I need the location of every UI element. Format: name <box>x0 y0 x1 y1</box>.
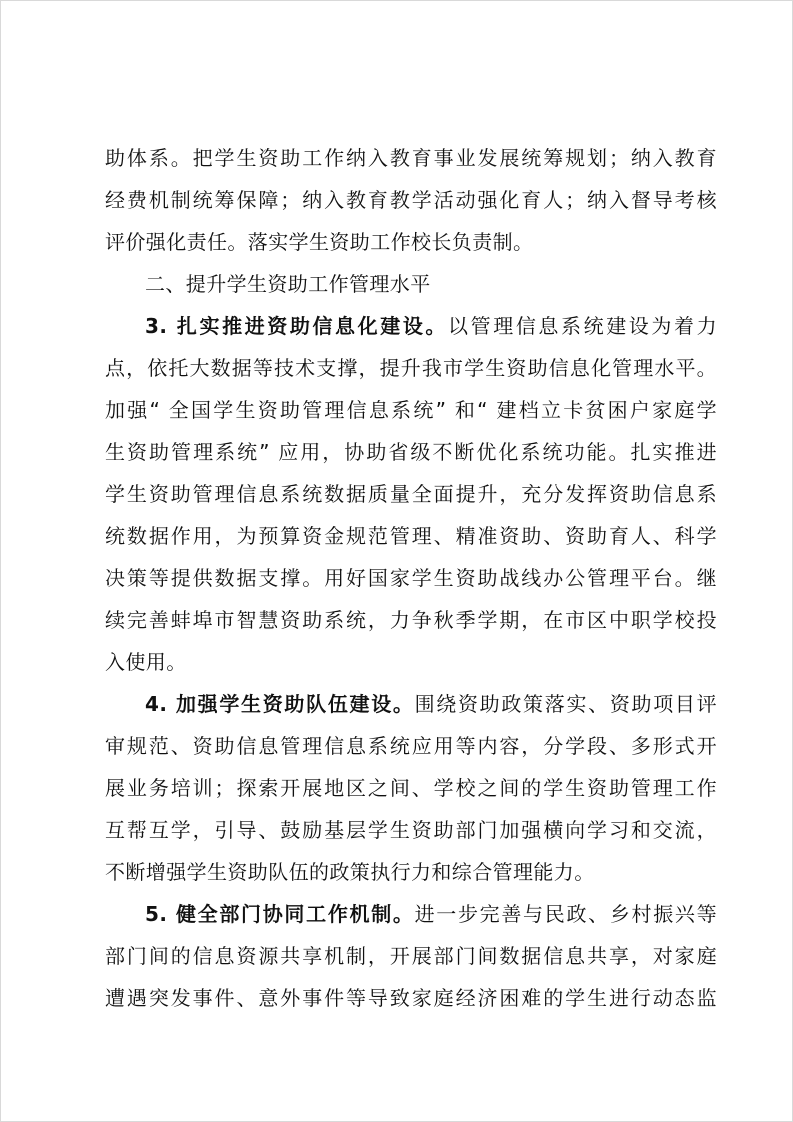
item-3-line-8: 续完善蚌埠市智慧资助系统，力争秋季学期，在市区中职学校投 <box>105 608 717 632</box>
item-4-line-2: 审规范、资助信息管理信息系统应用等内容，分学段、多形式开 <box>105 734 717 758</box>
item-3-line-6: 统数据作用，为预算资金规范管理、精准资助、资助育人、科学 <box>105 524 717 548</box>
item-4-first-line <box>145 684 717 724</box>
item-3-first-line <box>145 306 717 346</box>
item-5-line-2: 部门间的信息资源共享机制，开展部门间数据信息共享，对家庭 <box>105 944 717 968</box>
item-3-line-5: 学生资助管理信息系统数据质量全面提升，充分发挥资助信息系 <box>105 482 717 506</box>
item-3-line-7: 决策等提供数据支撑。用好国家学生资助战线办公管理平台。继 <box>105 566 717 590</box>
item-5-line-3: 遭遇突发事件、意外事件等导致家庭经济困难的学生进行动态监 <box>105 986 717 1010</box>
item-3-title: 3. 扎实推进资助信息化建设。 <box>145 314 449 338</box>
section-heading: 二、提升学生资助工作管理水平 <box>145 272 431 296</box>
item-3-line-2: 点，依托大数据等技术支撑，提升我市学生资助信息化管理水平。 <box>105 356 717 380</box>
item-5-first-line <box>145 894 717 934</box>
item-3-line-9: 入使用。 <box>105 650 187 674</box>
item-3-line-4: 生资助管理系统” 应用，协助省级不断优化系统功能。扎实推进 <box>105 440 717 464</box>
item-4-line-5: 不断增强学生资助队伍的政策执行力和综合管理能力。 <box>105 860 595 884</box>
item-3-line-3: 加强“ 全国学生资助管理信息系统” 和“ 建档立卡贫困户家庭学 <box>105 398 717 422</box>
item-5-first-line-text: 进一步完善与民政、乡村振兴等 <box>414 902 717 926</box>
paragraph-1-line-2: 经费机制统筹保障；纳入教育教学活动强化育人；纳入督导考核 <box>105 188 717 212</box>
item-4-line-3: 展业务培训；探索开展地区之间、学校之间的学生资助管理工作 <box>105 776 717 800</box>
item-4-title: 4. 加强学生资助队伍建设。 <box>145 692 415 716</box>
item-3-first-line-text: 以管理信息系统建设为着力 <box>448 314 717 338</box>
item-4-line-4: 互帮互学，引导、鼓励基层学生资助部门加强横向学习和交流， <box>105 818 717 842</box>
paragraph-1-line-1: 助体系。把学生资助工作纳入教育事业发展统筹规划；纳入教育 <box>105 146 717 170</box>
item-4-first-line-text: 围绕资助政策落实、资助项目评 <box>414 692 717 716</box>
paragraph-1-line-3: 评价强化责任。落实学生资助工作校长负责制。 <box>105 230 534 254</box>
item-5-title: 5. 健全部门协同工作机制。 <box>145 902 415 926</box>
